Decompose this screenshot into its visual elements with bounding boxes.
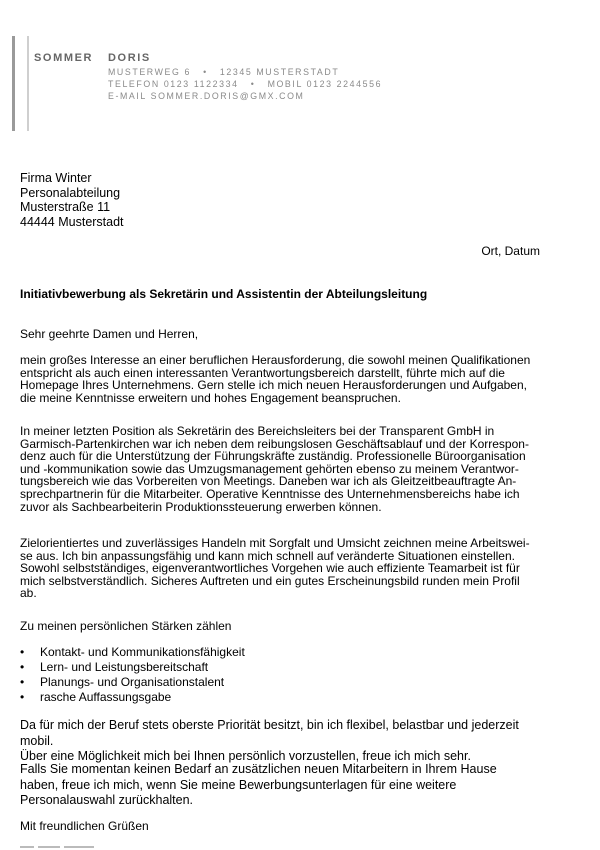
sender-name bbox=[34, 52, 151, 64]
recipient-street: Musterstraße 11 bbox=[20, 200, 111, 214]
list-item: • rasche Auffassungsgabe bbox=[20, 690, 245, 705]
salutation: Sehr geehrte Damen und Herren, bbox=[20, 327, 199, 341]
sender-first-name: DORIS bbox=[108, 52, 151, 64]
recipient-address bbox=[20, 171, 540, 229]
paragraph-line: ab. bbox=[20, 586, 37, 601]
sender-last-name: SOMMER bbox=[34, 52, 94, 64]
sender-phone-line: TELEFON 0123 1122334 • MOBIL 0123 2244556 bbox=[108, 79, 383, 89]
header-rule-light bbox=[27, 36, 29, 131]
paragraph-line: Garmisch-Partenkirchen war ich neben dem reibungslosen Geschäftsablauf und der Korrespon- bbox=[20, 436, 529, 451]
paragraph-line: die meine Kenntnisse erweitern und hohes Engagement beanspruchen. bbox=[20, 390, 401, 405]
paragraph-line: und -kommunikation sowie das Umzugsmanagement gehörten ebenso zu meinem Verantwor- bbox=[20, 461, 519, 476]
paragraph-line: Personalauswahl zurückhalten. bbox=[20, 793, 194, 807]
sender-email-line: E-MAIL SOMMER.DORIS@GMX.COM bbox=[108, 91, 305, 101]
list-item: • Planungs- und Organisationstalent bbox=[20, 675, 245, 690]
paragraph-line: denz auch für die Unterstützung der Führungskräfte zuständig. Professionelle Büroorganisation bbox=[20, 449, 526, 464]
paragraph-future bbox=[20, 762, 540, 809]
sender-contact bbox=[108, 66, 382, 102]
recipient-city: 44444 Musterstadt bbox=[20, 214, 124, 229]
paragraph-experience bbox=[20, 425, 540, 513]
paragraph-line: sprechpartnerin für die Mitarbeiter. Operative Kenntnisse des Unternehmensbereichs habe ich bbox=[20, 486, 520, 501]
letter-subject: Initiativbewerbung als Sekretärin und Assistentin der Abteilungsleitung bbox=[20, 287, 428, 301]
paragraph-mobility bbox=[20, 718, 555, 765]
list-item: • Lern- und Leistungsbereitschaft bbox=[20, 660, 245, 675]
header-rule-dark bbox=[12, 36, 15, 131]
place-date: Ort, Datum bbox=[481, 244, 540, 258]
paragraph-line: Über eine Möglichkeit mich bei Ihnen persönlich vorzustellen, freue ich mich sehr. bbox=[20, 749, 471, 763]
paragraph-line: mein großes Interesse an einer beruflichen Herausforderung, die sowohl meinen Qualifikationen bbox=[20, 353, 531, 367]
sender-header bbox=[34, 52, 383, 101]
paragraph-line: Falls Sie momentan keinen Bedarf an zusätzlichen neuen Mitarbeitern in Ihrem Hause bbox=[20, 762, 497, 776]
paragraph-line: Homepage Ihres Unternehmens. Gern stelle ich mich neuen Herausforderungen und Aufgaben, bbox=[20, 378, 527, 393]
paragraph-line: entspricht als auch einen interessanten Verantwortungsbereich darstellt, führte mich auf die bbox=[20, 365, 505, 380]
paragraph-line: haben, freue ich mich, wenn Sie meine Bewerbungsunterlagen für eine weitere bbox=[20, 777, 457, 792]
paragraph-line: Da für mich der Beruf stets oberste Priorität besitzt, bin ich flexibel, belastbar und jederzeit mobil. bbox=[20, 718, 519, 748]
paragraph-line: zuvor als Sachbearbeiterin Produktionssteuerung erwerben können. bbox=[20, 499, 382, 514]
paragraph-line: In meiner letzten Position als Sekretärin des Bereichsleiters bei der Transparent GmbH in bbox=[20, 424, 495, 438]
recipient-department: Personalabteilung bbox=[20, 185, 121, 200]
paragraph-line: mich selbstverständlich. Sicheres Auftreten und ein gutes Erscheinungsbild runden mein Profil bbox=[20, 573, 520, 588]
recipient-company: Firma Winter bbox=[20, 171, 92, 185]
paragraph-line: Sowohl selbstständiges, eigenverantwortliches Vorgehen wie auch effiziente Teamarbeit ist für bbox=[20, 561, 520, 576]
paragraph-line: Zielorientiertes und zuverlässiges Handeln mit Sorgfalt und Umsicht zeichnen meine Arbeitswei- bbox=[20, 536, 530, 550]
paragraph-interest bbox=[20, 354, 540, 404]
strengths-intro: Zu meinen persönlichen Stärken zählen bbox=[20, 619, 232, 633]
sender-street-line: MUSTERWEG 6 • 12345 MUSTERSTADT bbox=[108, 67, 340, 77]
list-item: • Kontakt- und Kommunikationsfähigkeit bbox=[20, 645, 245, 660]
paragraph-line: tungsbereich wie das Vorbereiten von Meetings. Daneben war ich als Gleitzeitbeauftragte An- bbox=[20, 474, 517, 489]
signature bbox=[20, 844, 120, 850]
paragraph-profile bbox=[20, 537, 540, 600]
strengths-list bbox=[20, 645, 245, 705]
paragraph-line: se aus. Ich bin anpassungsfähig und kann mich schnell auf veränderte Situationen einstellen. bbox=[20, 548, 515, 563]
closing-phrase: Mit freundlichen Grüßen bbox=[20, 819, 149, 833]
